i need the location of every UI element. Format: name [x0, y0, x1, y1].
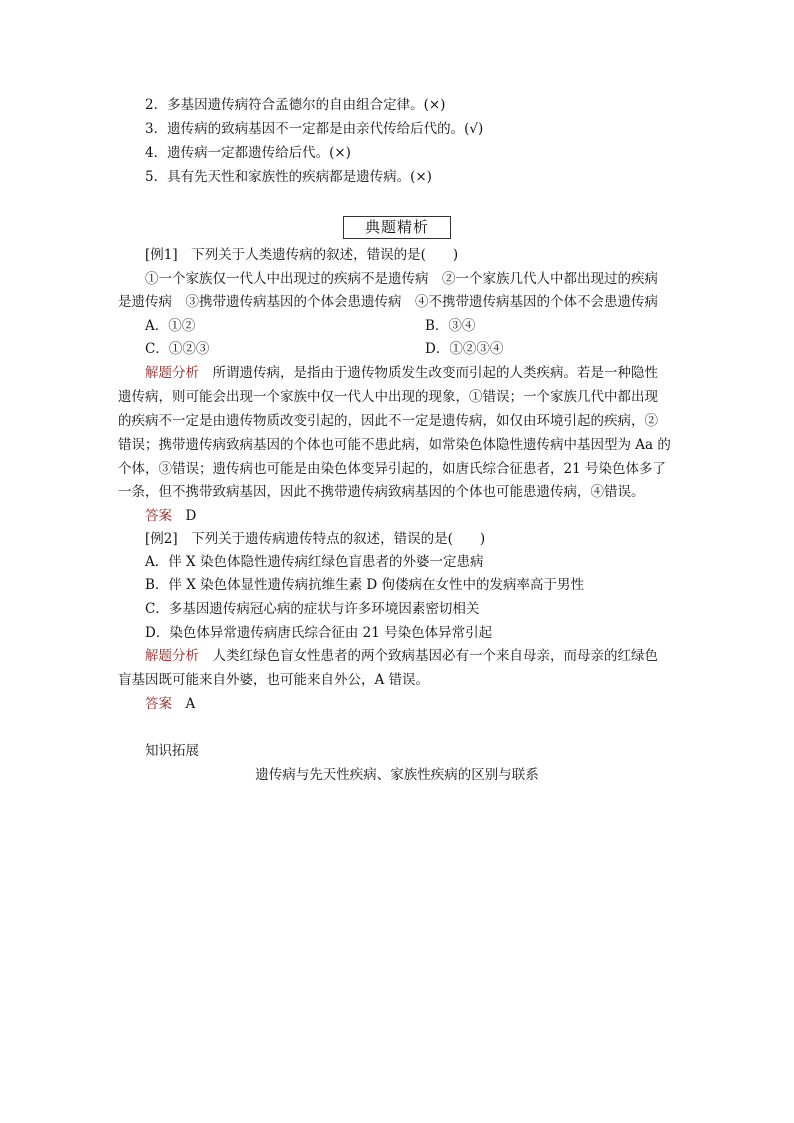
example-2-question: [例2] 下列关于遗传病遗传特点的叙述，错误的是( ) — [145, 531, 486, 547]
example-2-answer — [145, 695, 685, 713]
example-2-analysis-line-1 — [145, 647, 685, 665]
analysis-label: 解题分析 — [145, 648, 199, 664]
section-title-box: 典题精析 — [343, 216, 451, 239]
example-2-option-a: A．伴 X 染色体隐性遗传病红绿色盲患者的外婆一定患病 — [145, 554, 484, 570]
example-1-analysis-line-5: 个体，③错误；遗传病也可能是由染色体变异引起的，如唐氏综合征患者，21 号染色体多了 — [118, 461, 666, 477]
answer-value: D — [172, 508, 197, 524]
example-1-question: [例1] 下列关于人类遗传病的叙述，错误的是( ) — [145, 247, 459, 263]
example-1-answer — [145, 507, 685, 525]
example-1-analysis-line-6: 一条，但不携带致病基因，因此不携带遗传病致病基因的个体也可能患遗传病，④错误。 — [118, 484, 645, 500]
statement-5: 5．具有先天性和家族性的疾病都是遗传病。(×) — [145, 169, 432, 185]
answer-label: 答案 — [145, 508, 172, 524]
example-1-option-c: C．①②③ — [145, 341, 210, 357]
example-1-analysis-line-1 — [145, 364, 685, 382]
analysis-text: 人类红绿色盲女性患者的两个致病基因必有一个来自母亲，而母亲的红绿色 — [199, 648, 658, 664]
example-2-option-c: C．多基因遗传病冠心病的症状与许多环境因素密切相关 — [145, 601, 480, 617]
example-1-analysis-line-4: 错误；携带遗传病致病基因的个体也可能不患此病，如常染色体隐性遗传病中基因型为 Aa 的 — [118, 437, 671, 453]
statement-2: 2．多基因遗传病符合孟德尔的自由组合定律。(×) — [145, 97, 446, 113]
knowledge-extension-label: 知识拓展 — [145, 743, 199, 759]
example-1-analysis-line-2: 遗传病，则可能会出现一个家族中仅一代人中出现的现象，①错误；一个家族几代中都出现 — [118, 389, 658, 405]
example-1-analysis-line-3: 的疾病不一定是由遗传物质改变引起的，因此不一定是遗传病，如仅由环境引起的疾病，② — [118, 413, 658, 429]
example-1-option-a: A．①② — [145, 318, 196, 334]
statement-3: 3．遗传病的致病基因不一定都是由亲代传给后代的。(√) — [145, 121, 484, 137]
knowledge-extension-title: 遗传病与先天性疾病、家族性疾病的区别与联系 — [255, 767, 539, 783]
example-1-statements-line-2: 是遗传病 ③携带遗传病基因的个体会患遗传病 ④不携带遗传病基因的个体不会患遗传病 — [118, 294, 658, 310]
answer-value: A — [172, 696, 196, 712]
answer-label: 答案 — [145, 696, 172, 712]
analysis-text: 所谓遗传病，是指由于遗传物质发生改变而引起的人类疾病。若是一种隐性 — [199, 365, 658, 381]
example-2-analysis-line-2: 盲基因既可能来自外婆，也可能来自外公，A 错误。 — [118, 672, 430, 688]
example-2-option-b: B．伴 X 染色体显性遗传病抗维生素 D 佝偻病在女性中的发病率高于男性 — [145, 577, 585, 593]
example-1-option-b: B．③④ — [425, 318, 476, 334]
example-2-option-d: D．染色体异常遗传病唐氏综合征由 21 号染色体异常引起 — [145, 625, 493, 641]
analysis-label: 解题分析 — [145, 365, 199, 381]
example-1-statements-line-1: ①一个家族仅一代人中出现过的疾病不是遗传病 ②一个家族几代人中都出现过的疾病 — [145, 271, 658, 287]
example-1-option-d: D．①②③④ — [425, 341, 504, 357]
statement-4: 4．遗传病一定都遗传给后代。(×) — [145, 145, 351, 161]
